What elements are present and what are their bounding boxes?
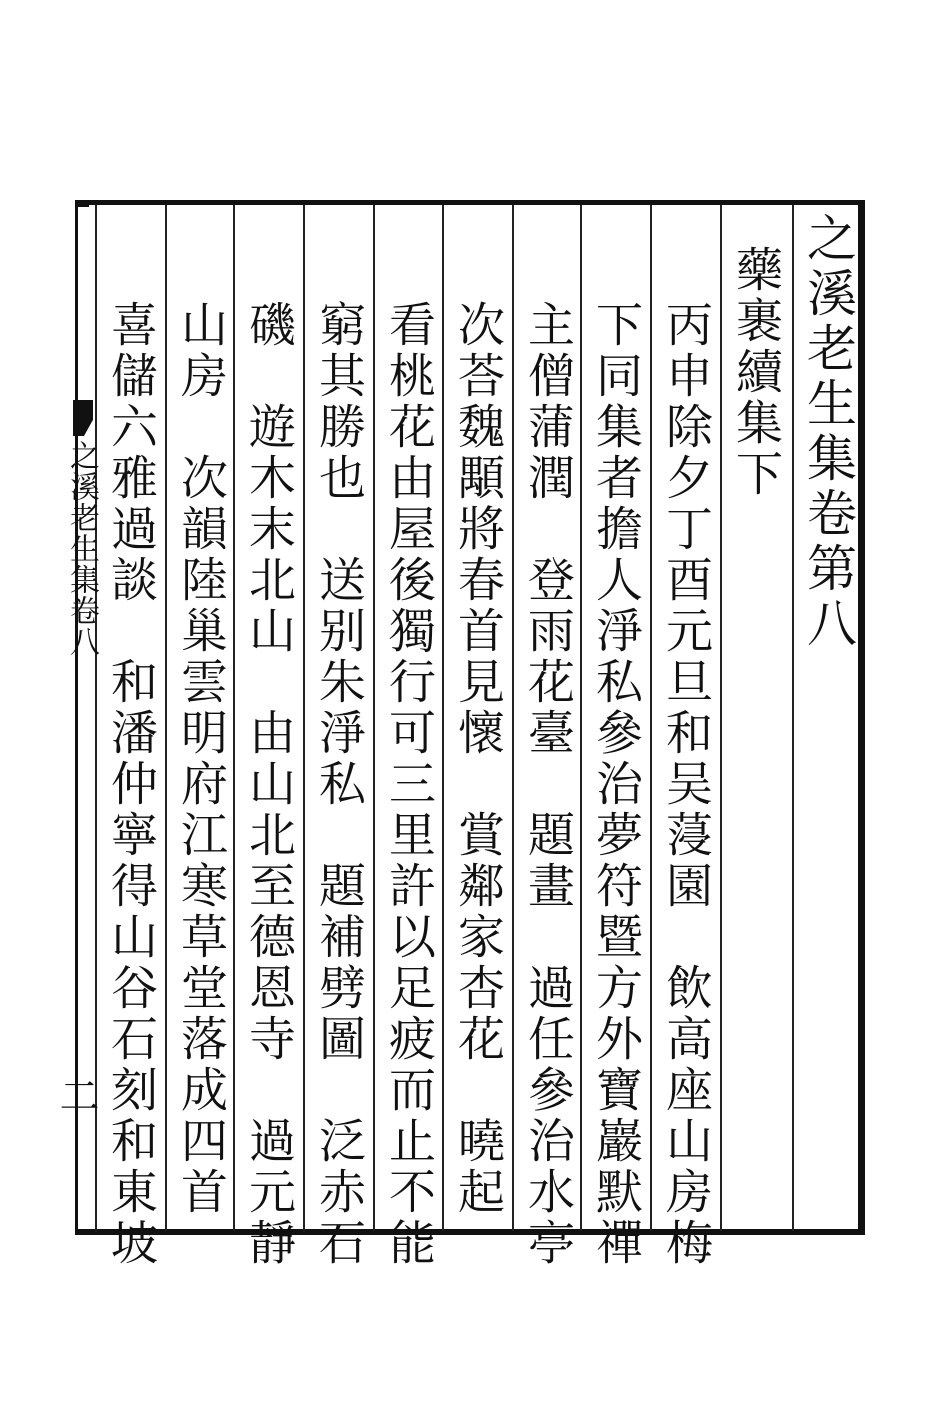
contents-column-9: 喜儲六雅過談 和潘仲寧得山谷石刻和東坡 [103, 300, 158, 1269]
column-rule [233, 205, 235, 1231]
contents-column-8: 山房 次韻陸巢雲明府江寒草堂落成四首 [173, 300, 228, 1218]
column-rule [165, 205, 167, 1231]
column-rule [442, 205, 444, 1231]
contents-column-7: 磯 遊木末北山 由山北至德恩寺 過元靜 [241, 300, 296, 1269]
edge-title: 之溪老生集卷八 [64, 440, 99, 657]
contents-column-6: 窮其勝也 送别朱淨私 題補劈圖 泛赤石 [311, 300, 366, 1269]
column-rule [373, 205, 375, 1231]
column-rule [792, 205, 794, 1231]
edge-tick-mark [75, 205, 89, 207]
section-title: 藥裹續集下 [728, 245, 783, 500]
column-rule [580, 205, 582, 1231]
column-rule [650, 205, 652, 1231]
contents-column-5: 看桃花由屋後獨行可三里許以足疲而止不能 [381, 300, 436, 1269]
column-rule [303, 205, 305, 1231]
contents-column-2: 下同集者擔人淨私參治夢符暨方外寶巖默禪 [588, 300, 643, 1269]
column-rule [720, 205, 722, 1231]
contents-column-3: 主僧蒲潤 登雨花臺 題畫 過任參治水亭 [520, 300, 575, 1269]
book-title: 之溪老生集卷第八 [799, 212, 857, 652]
page-number: 二 [53, 1075, 99, 1115]
column-rule [512, 205, 514, 1231]
contents-column-4: 次荅魏顒將春首見懷 賞鄰家杏花 曉起 [450, 300, 505, 1218]
contents-column-1: 丙申除夕丁酉元旦和吴蓡園 飲高座山房梅 [658, 300, 713, 1269]
